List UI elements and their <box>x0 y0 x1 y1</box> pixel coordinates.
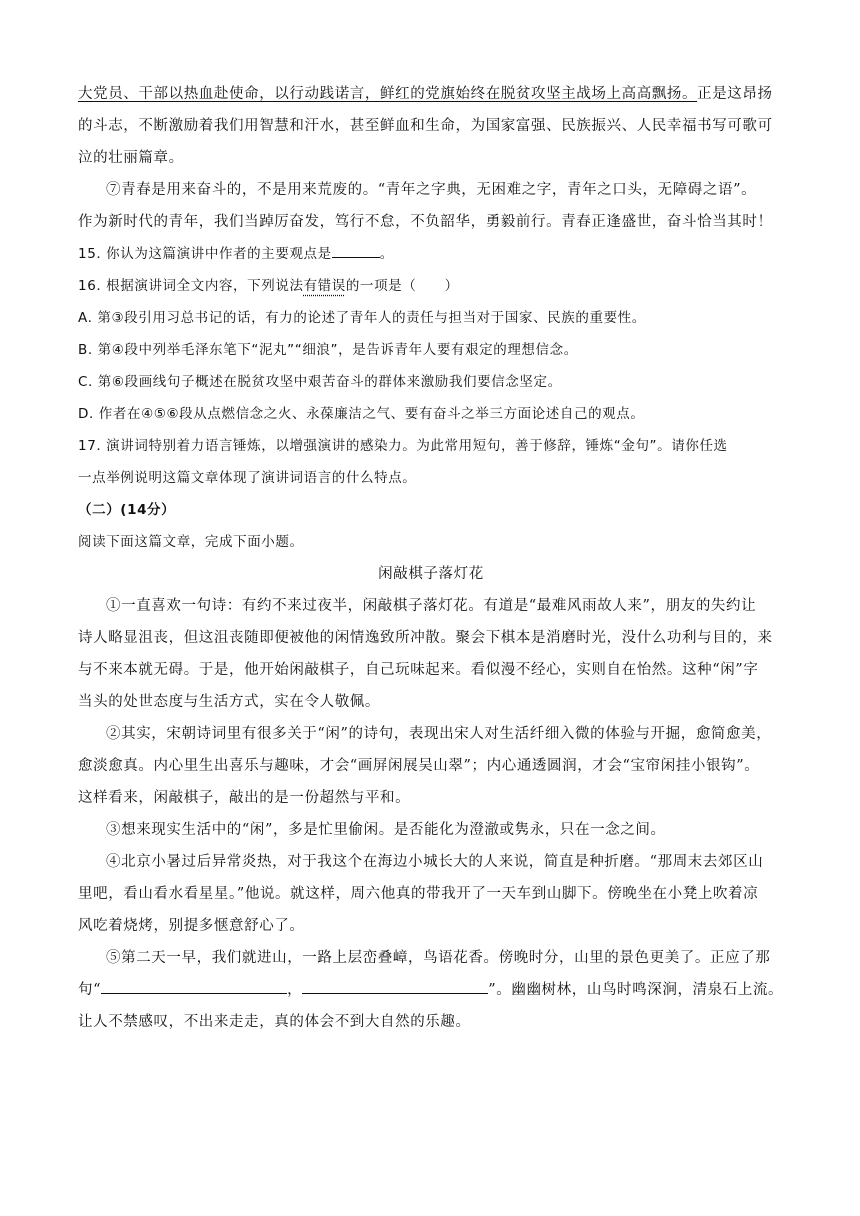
p5-line3: 让人不禁感叹，不出来走走，真的体会不到大自然的乐趣。 <box>78 1014 471 1030</box>
option-b: B. 第④段中列举毛泽东笔下“泥丸”“细浪”，是告诉青年人要有艰定的理想信念。 <box>78 342 578 358</box>
option-d: D. 作者在④⑤⑥段从点燃信念之火、永葆廉洁之气、要有奋斗之举三方面论述自己的观点。 <box>78 406 645 422</box>
option-c: C. 第⑥段画线句子概述在脱贫攻坚中艰苦奋斗的群体来激励我们要信念坚定。 <box>78 374 562 390</box>
answer-blank[interactable] <box>332 243 380 258</box>
p1-line1: ①一直喜欢一句诗：有约不来过夜半，闲敲棋子落灯花。有道是“最难风雨故人来”，朋友的失约让 <box>106 598 757 614</box>
passage1-p7-line2: 作为新时代的青年，我们当踔厉奋发，笃行不怠，不负韶华，勇毅前行。青春正逢盛世，奋斗恰当其时！ <box>78 214 773 230</box>
question-16 <box>78 270 784 302</box>
question-17-line2: 一点举例说明这篇文章体现了演讲词语言的什么特点。 <box>78 470 417 486</box>
passage1-p7-line1: ⑦青春是用来奋斗的，不是用来荒废的。“青年之字典，无困难之字，青年之口头，无障碍之语”。 <box>106 182 757 198</box>
p1-line3: 与不来本就无碍。于是，他开始闲敲棋子，自己玩味起来。看似漫不经心，实则自在怡然。这种“闲”字 <box>78 662 759 678</box>
option-a: A. 第③段引用习总书记的话，有力的论述了青年人的责任与担当对于国家、民族的重要性。 <box>78 310 646 326</box>
passage1-p6-line3: 泣的壮丽篇章。 <box>78 150 184 166</box>
p5-line1: ⑤第二天一早，我们就进山，一路上层峦叠嶂，鸟语花香。傍晚时分，山里的景色更美了。正应了那 <box>106 950 771 966</box>
passage1-p6-line2: 的斗志，不断激励着我们用智慧和汗水，甚至鲜血和生命，为国家富强、民族振兴、人民幸福书写可歌可 <box>78 118 773 134</box>
passage1-p6-line1 <box>78 78 784 110</box>
p5-line2 <box>78 974 784 1006</box>
q16-text: 16. 根据演讲词全文内容，下列说法 <box>78 278 304 294</box>
section-instruction: 阅读下面这篇文章，完成下面小题。 <box>78 534 304 550</box>
p1-line4: 当头的处世态度与生活方式，实在令人敬佩。 <box>78 694 380 710</box>
q16-emphasis: 有错误 <box>303 278 346 294</box>
p4-line1: ④北京小暑过后异常炎热，对于我这个在海边小城长大的人来说，简直是种折磨。“那周末去郊区山 <box>106 854 764 870</box>
p6-after-text: 正是这昂扬 <box>697 86 773 102</box>
section-heading: （二）(14分） <box>78 502 176 518</box>
document-page <box>78 78 784 1038</box>
p5-quote-rest: ”。幽幽树林，山鸟时鸣深涧，清泉石上流。 <box>488 982 784 998</box>
p2-line2: 愈淡愈真。内心里生出喜乐与趣味，才会“画屏闲展吴山翠”；内心通透圆润，才会“宝帘闲挂小银钩”。 <box>78 758 760 774</box>
q16-end: 的一项是（ ） <box>345 278 459 294</box>
question-15 <box>78 238 784 270</box>
p3-line1: ③想来现实生活中的“闲”，多是忙里偷闲。是否能化为澄澈或隽永，只在一念之间。 <box>106 822 666 838</box>
q15-text: 15. 你认为这篇演讲中作者的主要观点是 <box>78 246 332 262</box>
p5-comma: ， <box>287 982 303 998</box>
question-17-line1: 17. 演讲词特别着力语言锤炼，以增强演讲的感染力。为此常用短句，善于修辞，锤炼“金句”。请你任选 <box>78 438 728 454</box>
p5-quote-open: 句“ <box>78 982 102 998</box>
p1-line2: 诗人略显沮丧，但这沮丧随即便被他的闲情逸致所冲散。聚会下棋本是消磨时光，没什么功利与目的，来 <box>78 630 773 646</box>
poem-blank-2[interactable] <box>302 979 488 994</box>
article-title: 闲敲棋子落灯花 <box>378 566 484 582</box>
p4-line3: 风吃着烧烤，别提多惬意舒心了。 <box>78 918 305 934</box>
underlined-sentence: 大党员、干部以热血赴使命，以行动践诺言，鲜红的党旗始终在脱贫攻坚主战场上高高飘扬。 <box>78 86 698 102</box>
p2-line3: 这样看来，闲敲棋子，敲出的是一份超然与平和。 <box>78 790 411 806</box>
poem-blank-1[interactable] <box>101 979 287 994</box>
p2-line1: ②其实，宋朝诗词里有很多关于“闲”的诗句，表现出宋人对生活纤细入微的体验与开掘，愈简愈美， <box>106 726 772 742</box>
p4-line2: 里吧，看山看水看星星。”他说。就这样，周六他真的带我开了一天车到山脚下。傍晚坐在小凳上吹着凉 <box>78 886 759 902</box>
q15-end: 。 <box>379 246 394 262</box>
